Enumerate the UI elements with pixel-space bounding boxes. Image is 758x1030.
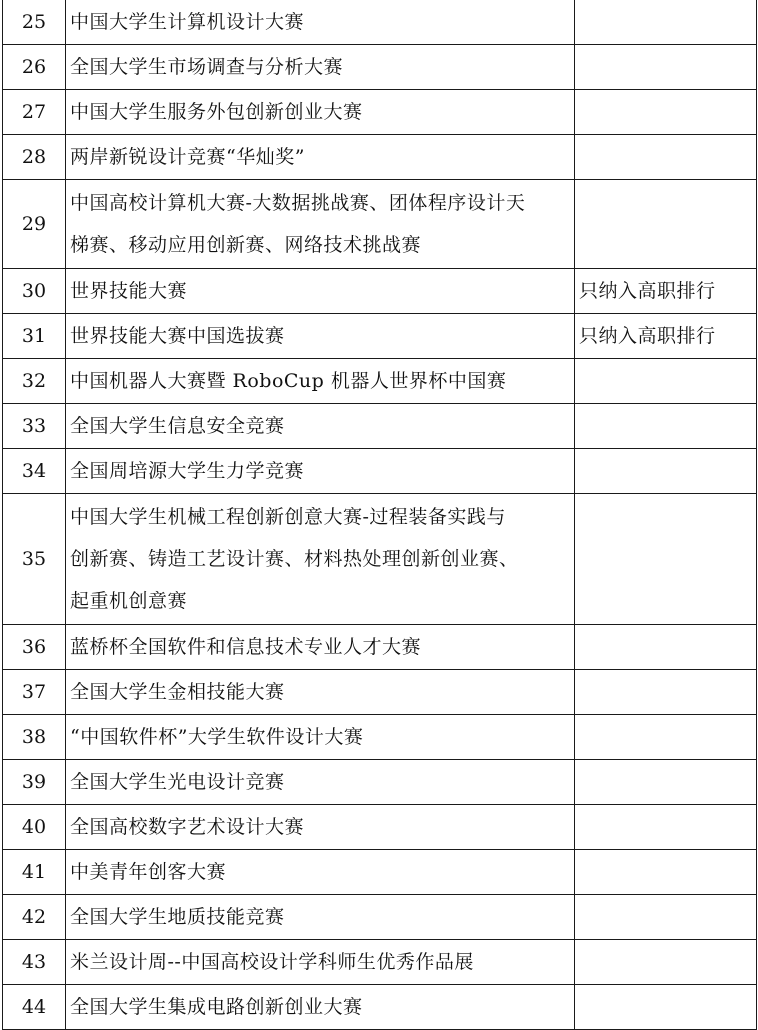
table-row bbox=[3, 135, 757, 180]
competition-name: 中国大学生机械工程创新创意大赛-过程装备实践与 创新赛、铸造工艺设计赛、材料热处理创新创业赛、 起重机创意赛 bbox=[66, 494, 575, 625]
competition-name: 中国大学生计算机设计大赛 bbox=[66, 0, 575, 45]
remark-cell: 只纳入高职排行 bbox=[575, 269, 757, 314]
competition-table-body bbox=[3, 0, 757, 1030]
competition-name: 米兰设计周--中国高校设计学科师生优秀作品展 bbox=[66, 940, 575, 985]
row-number: 32 bbox=[3, 359, 66, 404]
competition-name: 世界技能大赛 bbox=[66, 269, 575, 314]
remark-cell bbox=[575, 715, 757, 760]
table-row bbox=[3, 180, 757, 269]
competition-name: 中美青年创客大赛 bbox=[66, 850, 575, 895]
remark-cell bbox=[575, 670, 757, 715]
competition-name: 全国大学生市场调查与分析大赛 bbox=[66, 45, 575, 90]
remark-cell bbox=[575, 404, 757, 449]
remark-cell bbox=[575, 359, 757, 404]
competition-name: “中国软件杯”大学生软件设计大赛 bbox=[66, 715, 575, 760]
row-number: 25 bbox=[3, 0, 66, 45]
table-row bbox=[3, 449, 757, 494]
row-number: 36 bbox=[3, 625, 66, 670]
row-number: 34 bbox=[3, 449, 66, 494]
row-number: 44 bbox=[3, 985, 66, 1030]
remark-cell: 只纳入高职排行 bbox=[575, 314, 757, 359]
remark-cell bbox=[575, 895, 757, 940]
competition-name: 中国机器人大赛暨 RoboCup 机器人世界杯中国赛 bbox=[66, 359, 575, 404]
table-row bbox=[3, 314, 757, 359]
competition-name: 全国大学生光电设计竞赛 bbox=[66, 760, 575, 805]
competition-name: 全国大学生信息安全竞赛 bbox=[66, 404, 575, 449]
row-number: 30 bbox=[3, 269, 66, 314]
competition-name: 世界技能大赛中国选拔赛 bbox=[66, 314, 575, 359]
row-number: 43 bbox=[3, 940, 66, 985]
row-number: 37 bbox=[3, 670, 66, 715]
row-number: 39 bbox=[3, 760, 66, 805]
table-row bbox=[3, 895, 757, 940]
remark-cell bbox=[575, 449, 757, 494]
row-number: 33 bbox=[3, 404, 66, 449]
table-row bbox=[3, 670, 757, 715]
competition-name: 全国大学生集成电路创新创业大赛 bbox=[66, 985, 575, 1030]
remark-cell bbox=[575, 494, 757, 625]
table-row bbox=[3, 715, 757, 760]
row-number: 42 bbox=[3, 895, 66, 940]
table-row bbox=[3, 359, 757, 404]
row-number: 38 bbox=[3, 715, 66, 760]
remark-cell bbox=[575, 135, 757, 180]
remark-cell bbox=[575, 805, 757, 850]
remark-cell bbox=[575, 940, 757, 985]
row-number: 28 bbox=[3, 135, 66, 180]
competition-name: 全国大学生金相技能大赛 bbox=[66, 670, 575, 715]
table-row bbox=[3, 0, 757, 45]
competition-table bbox=[2, 0, 757, 1030]
remark-cell bbox=[575, 180, 757, 269]
remark-cell bbox=[575, 625, 757, 670]
competition-name: 中国高校计算机大赛-大数据挑战赛、团体程序设计天 梯赛、移动应用创新赛、网络技术挑战赛 bbox=[66, 180, 575, 269]
remark-cell bbox=[575, 760, 757, 805]
table-row bbox=[3, 625, 757, 670]
remark-cell bbox=[575, 45, 757, 90]
remark-cell bbox=[575, 0, 757, 45]
table-row bbox=[3, 404, 757, 449]
table-row bbox=[3, 940, 757, 985]
row-number: 35 bbox=[3, 494, 66, 625]
table-row bbox=[3, 760, 757, 805]
row-number: 29 bbox=[3, 180, 66, 269]
table-row bbox=[3, 805, 757, 850]
table-row bbox=[3, 269, 757, 314]
competition-name: 两岸新锐设计竞赛“华灿奖” bbox=[66, 135, 575, 180]
row-number: 31 bbox=[3, 314, 66, 359]
table-row bbox=[3, 90, 757, 135]
competition-name: 全国周培源大学生力学竞赛 bbox=[66, 449, 575, 494]
row-number: 40 bbox=[3, 805, 66, 850]
competition-name: 全国大学生地质技能竞赛 bbox=[66, 895, 575, 940]
competition-name: 全国高校数字艺术设计大赛 bbox=[66, 805, 575, 850]
row-number: 41 bbox=[3, 850, 66, 895]
row-number: 26 bbox=[3, 45, 66, 90]
remark-cell bbox=[575, 90, 757, 135]
row-number: 27 bbox=[3, 90, 66, 135]
competition-name: 中国大学生服务外包创新创业大赛 bbox=[66, 90, 575, 135]
competition-name: 蓝桥杯全国软件和信息技术专业人才大赛 bbox=[66, 625, 575, 670]
remark-cell bbox=[575, 850, 757, 895]
table-row bbox=[3, 45, 757, 90]
table-row bbox=[3, 494, 757, 625]
table-row bbox=[3, 850, 757, 895]
